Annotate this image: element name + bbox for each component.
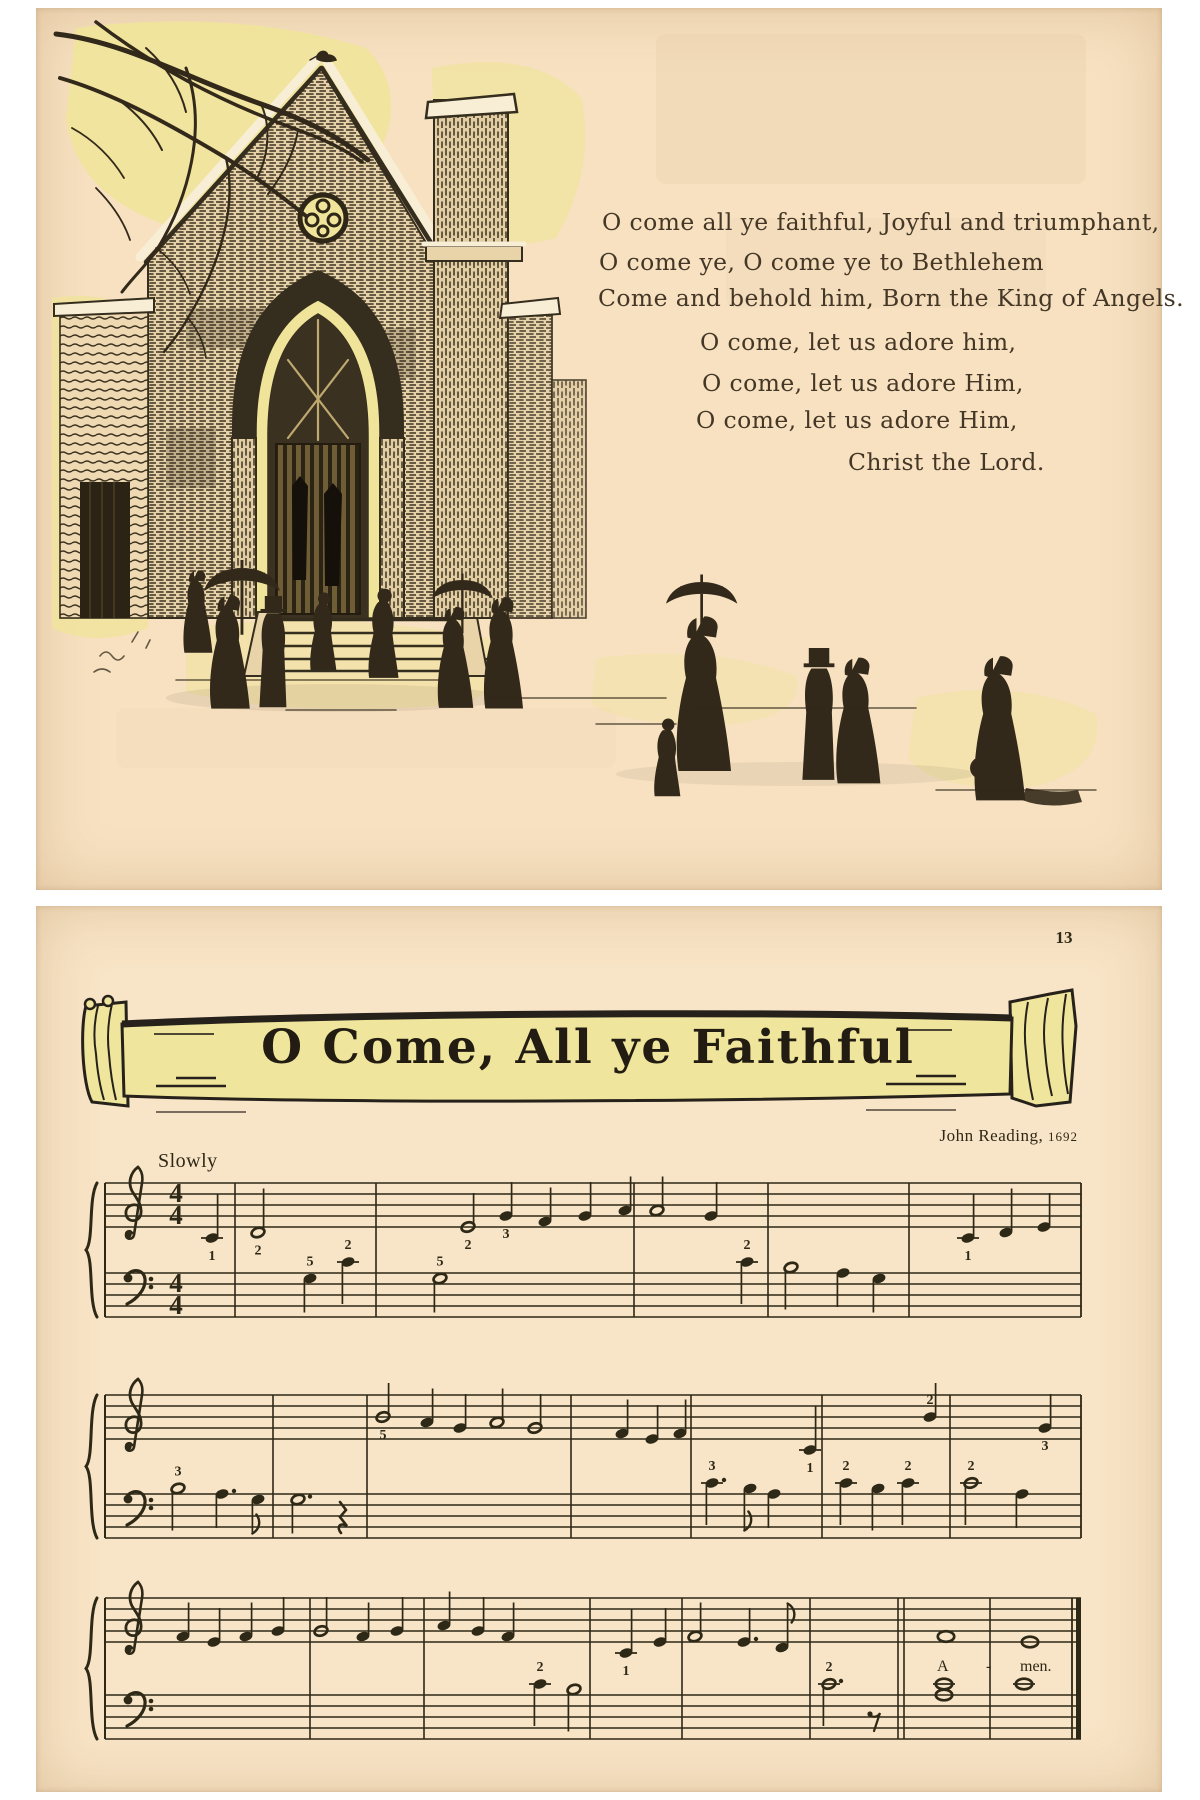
svg-text:2: 2: [842, 1459, 850, 1474]
lyric-line: O come, let us adore Him,: [702, 369, 1024, 397]
svg-text:5: 5: [436, 1254, 444, 1270]
lyric-line: O come, let us adore him,: [700, 328, 1017, 356]
page-number: 13: [1055, 928, 1073, 947]
svg-text:2: 2: [464, 1238, 472, 1253]
bottom-page: [36, 906, 1162, 1792]
composer-attribution: [939, 1126, 1078, 1146]
svg-text:4: 4: [169, 1200, 183, 1230]
svg-text:2: 2: [536, 1660, 544, 1675]
composer-name: John Reading,: [939, 1126, 1044, 1145]
lyric-line: Christ the Lord.: [848, 448, 1045, 476]
amen-syllable: A: [937, 1658, 949, 1675]
amen-syllable: men.: [1020, 1658, 1052, 1675]
svg-text:5: 5: [306, 1254, 314, 1270]
lyric-line: O come, let us adore Him,: [696, 406, 1018, 434]
svg-text:2: 2: [926, 1393, 934, 1408]
score-system: [86, 1167, 1081, 1320]
tempo-marking: Slowly: [158, 1150, 218, 1172]
svg-text:4: 4: [169, 1178, 183, 1208]
svg-text:1: 1: [964, 1249, 972, 1264]
svg-text:1: 1: [208, 1249, 216, 1264]
lyric-line: Come and behold him, Born the King of Angels.: [598, 284, 1184, 312]
svg-text:3: 3: [1041, 1439, 1049, 1454]
top-page: [36, 8, 1184, 890]
svg-text:2: 2: [344, 1238, 352, 1253]
svg-text:3: 3: [502, 1227, 510, 1242]
svg-text:3: 3: [174, 1464, 182, 1480]
amen-lyrics: [36, 1658, 1162, 1682]
score: [86, 1167, 1081, 1739]
svg-text:2: 2: [967, 1459, 975, 1474]
svg-text:2: 2: [254, 1243, 262, 1259]
score-system: [86, 1379, 1081, 1538]
svg-text:2: 2: [743, 1238, 751, 1253]
lyric-line: O come all ye faithful, Joyful and triumphant,: [602, 208, 1160, 236]
svg-text:2: 2: [904, 1459, 912, 1474]
muff: [970, 756, 998, 780]
svg-text:4: 4: [169, 1268, 183, 1298]
svg-text:5: 5: [379, 1428, 387, 1443]
svg-text:4: 4: [169, 1290, 183, 1320]
lyric-line: O come ye, O come ye to Bethlehem: [599, 248, 1044, 276]
svg-text:2: 2: [825, 1660, 833, 1675]
svg-text:3: 3: [708, 1459, 716, 1474]
amen-hyphen: -: [986, 1658, 992, 1675]
song-title: O Come, All ye Faithful: [261, 1020, 915, 1075]
svg-text:1: 1: [806, 1461, 814, 1476]
quatrefoil-emblem: [300, 195, 346, 241]
svg-text:1: 1: [622, 1664, 630, 1679]
composer-year: 1692: [1048, 1129, 1078, 1144]
